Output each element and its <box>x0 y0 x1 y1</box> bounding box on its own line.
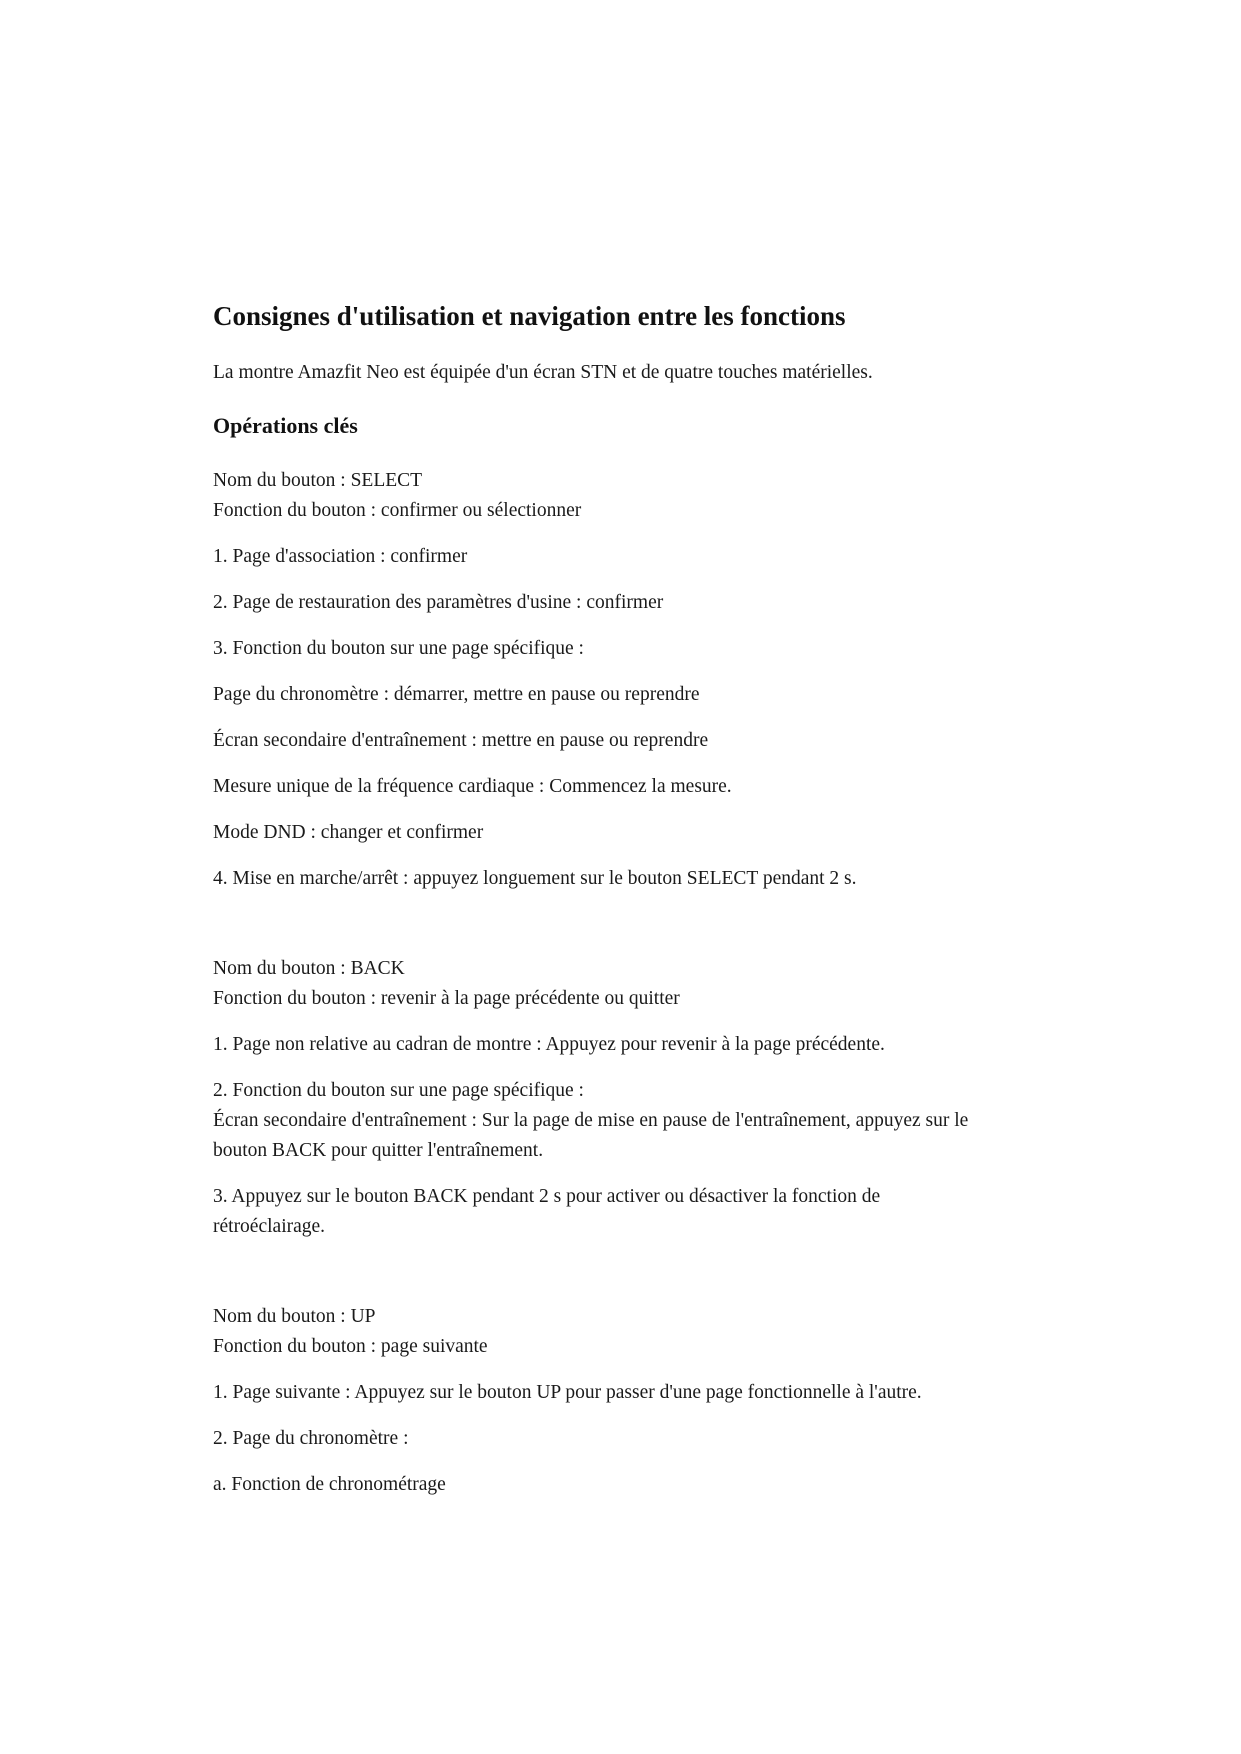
button-function: Fonction du bouton : revenir à la page précédente ou quitter <box>213 988 680 1009</box>
list-item: Mode DND : changer et confirmer <box>213 822 484 843</box>
list-item: 2. Page du chronomètre : <box>213 1428 409 1449</box>
button-function: Fonction du bouton : page suivante <box>213 1336 488 1357</box>
list-item: 2. Page de restauration des paramètres d'usine : confirmer <box>213 592 664 613</box>
list-item: 1. Page d'association : confirmer <box>213 546 468 567</box>
button-name: Nom du bouton : SELECT <box>213 470 423 491</box>
list-item: 4. Mise en marche/arrêt : appuyez longuement sur le bouton SELECT pendant 2 s. <box>213 868 857 889</box>
button-name: Nom du bouton : BACK <box>213 958 405 979</box>
list-item: Page du chronomètre : démarrer, mettre en pause ou reprendre <box>213 684 700 705</box>
list-item-line: 2. Fonction du bouton sur une page spécifique : <box>213 1080 584 1101</box>
button-function: Fonction du bouton : confirmer ou sélectionner <box>213 500 582 521</box>
list-item-line: Écran secondaire d'entraînement : Sur la page de mise en pause de l'entraînement, appuyez sur le <box>213 1110 969 1131</box>
list-item: a. Fonction de chronométrage <box>213 1474 446 1495</box>
list-item: 1. Page non relative au cadran de montre : Appuyez pour revenir à la page précédente. <box>213 1034 885 1055</box>
section-heading: Opérations clés <box>213 413 358 438</box>
back-button-section <box>213 954 1033 1242</box>
page-title: Consignes d'utilisation et navigation entre les fonctions <box>213 301 846 331</box>
list-item-line: rétroéclairage. <box>213 1216 326 1237</box>
list-item-line: 3. Appuyez sur le bouton BACK pendant 2 s pour activer ou désactiver la fonction de <box>213 1186 881 1207</box>
button-name: Nom du bouton : UP <box>213 1306 376 1327</box>
select-button-section <box>213 466 1033 894</box>
list-item-line: bouton BACK pour quitter l'entraînement. <box>213 1140 544 1161</box>
intro-paragraph: La montre Amazfit Neo est équipée d'un écran STN et de quatre touches matérielles. <box>213 362 873 383</box>
list-item: Écran secondaire d'entraînement : mettre en pause ou reprendre <box>213 730 709 751</box>
list-item <box>213 1182 1033 1242</box>
list-item: Mesure unique de la fréquence cardiaque : Commencez la mesure. <box>213 776 732 797</box>
list-item: 3. Fonction du bouton sur une page spécifique : <box>213 638 584 659</box>
up-button-section <box>213 1302 1033 1500</box>
document-page <box>213 296 1033 1500</box>
list-item: 1. Page suivante : Appuyez sur le bouton UP pour passer d'une page fonctionnelle à l'autre. <box>213 1382 922 1403</box>
list-item <box>213 1076 1033 1166</box>
